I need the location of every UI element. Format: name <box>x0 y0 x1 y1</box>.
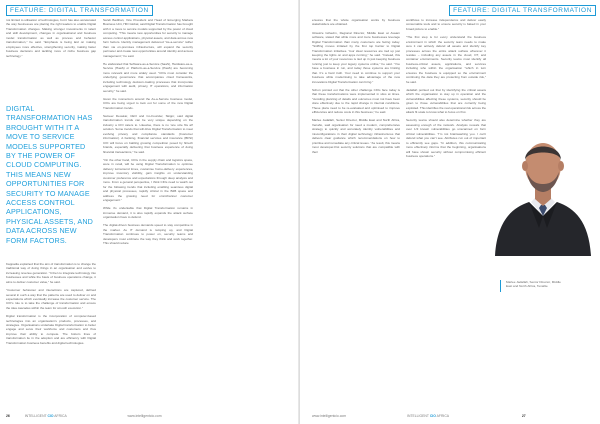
caption-rule <box>500 280 501 292</box>
paragraph: Marlee Jadallah, Senior Director, Middle East and North Africa, Venafio, said organisation for need a modern, comprehensive strategy to quickly and accurately identity vulnerabilities and misconfigurations in their digital technology infrastructures that delivers clear guidance which recommendations on how to prioritise and remediate any critical issues. "As result, this means most developer-first security solutions that are compatible with their <box>312 118 400 154</box>
paragraph: Jadallah pointed out that by identifying the critical assets which the organisation to stay up in operation and the vulnerabilities affecting these systems, security should be given to those vulnerabilities that are currently being exploited. This identifies the real operational risk across the attack fit scale to know what to focus on first. <box>406 87 486 115</box>
paragraph: While it's undeniable that Digital Transformation remains in immense demand, it is also rapidly expands the attack surface organisation have to defend. <box>103 206 193 220</box>
website-url: www.intelligentcio.com <box>127 414 162 418</box>
magazine-region: AFRICA <box>436 414 449 418</box>
paragraph: not limited to utilisation of technologies, but it has also accelerated the way businesses are placing the right leaders to enable Digital Transformation changes. Making stronger investments in talent and skill development, changes in organisational and business model transformation as well as process and behavior transformation," he said. "Emphasis is being laid on making employees more effective, strengthening security, making faster business decisions and tackling more of niche business gap technology." <box>6 18 96 58</box>
portrait-photo-icon <box>489 104 597 256</box>
paragraph: Sameer Deoskar, CEO and Co-Founder, Skippr, said digital transformation trends can be very unique depending on the industry a CIO caters to. Likewise, there is no 'one size fits all' solution. Some trends that will drive Digital Transformation to meet evolving privacy and compliance standards (Customer information). A banking, financial services and insurance (BFSI) CIO will focus on battling growing competition posed by fintech brands, especially delivering that business experience of doing financial transactions," he said. <box>103 114 193 154</box>
paragraph: workflows to increase independence and deliver easily consumable tools and to ensure security is baked in your broad picture to enable." <box>406 18 486 31</box>
left-col2 <box>103 18 193 249</box>
magazine-name: INTELLIGENT <box>24 414 47 418</box>
page-number: 26 <box>6 414 10 418</box>
paragraph: Schon pointed out that the other challenge CIOs face today is that these transformations were implemented in silos at times. "Avoiding planning of details and outcomes must not have been done effectively due to the rapid change in internal conditions. These plans need to be re-evaluated and optimised to improve efficiencies and reduce costs in this business," he said. <box>312 87 400 115</box>
website-url: www.intelligentcio.com <box>312 414 347 418</box>
magazine-region: AFRICA <box>54 414 67 418</box>
paragraph: "The first step is for every understand the business environment in which the security team needs to make sure it can actively defend all assets and identify key processes across the entire attack surface wherever it resides – including any assets in the cloud, OT, and container environments. Security teams must identify all business-critical assets, applications, and services including who within the organisation "which in turn ensures the business is equipped so the environment continuing the data they are protecting from outside risk," he said. <box>406 35 486 84</box>
paragraph: Ukwuize Iwhavim, Regional Director, Middle East at Avaam software, stated that while more and more businesses leverage Digital Transformation than many customers are facing today. "Sniffing moves initiated by the first top barrier to Digital Transformation initiatives. Your ideal resources are tied up just keeping the lights on and apps running," he said. "Instead, this means a lot of your resources is tied up in just keeping business running just to keep your legacy systems online," he said. "You have a business in run, and today those systems are limiting that. It's a hard truth. Your need to continue to support your business while modernising to take advantage of the new innovations Digital Transformation can bring." <box>312 30 400 84</box>
paragraph: "On the other hand, CIOs in the supply chain and logistics space, were in retail, will be using Digital Transformation to optimise delivery turnaround times, customise home-delivery experiences, improve inventory visibility, gain insights on understanding customer preference and expectations through deep analysis and more. From a general perspective, I think CIOs need to watch out for the following trends that including enabling seamless digital and physical processes, rapidly critical in the B2B space and address the growing need for omnichannel customer engagement." <box>103 157 193 202</box>
section-tag: FEATURE: DIGITAL TRANSFORMATION <box>6 5 153 16</box>
paragraph: He elaborated that Software-as-a-Service (SaaS), Hardware-as-a-Service (HaaS) or Platform-as-a-Service (PaaS) are becoming more relevant and more widely used. "CIOs must consider the underlying governance that accompanies cloud frameworks, including technology decision-making processes that incorporate engagement with audit, privacy, IT operations, and information security," he said. <box>103 61 193 93</box>
paragraph: "Customer behaviour and interactions are captured, defined several in such a way that the patterns are used to deliver on and expectations which eventually increase the customer service. The CIO's role is to take the challenge of transformation and ensure the idea cascades within the team for smooth execution." <box>6 288 96 310</box>
magazine-name: INTELLIGENT <box>407 414 429 418</box>
portrait-photo <box>489 104 597 256</box>
page-number: 27 <box>521 414 526 418</box>
pull-quote: DIGITAL TRANSFORMATION HAS BROUGHT WITH IT A MOVE TO SERVICE MODELS SUPPORTED BY THE POWER OF CLOUD COMPUTING. THIS MEANS NEW OPPORTUNITIES FOR SECURITY TO MANAGE ACCESS CONTROL APPLICATIONS, PHYSICAL ASSETS, AND DATA ACROSS NEW FORM FACTORS. <box>6 104 94 245</box>
left-col1-top <box>6 18 96 62</box>
right-col2 <box>406 18 486 162</box>
right-page <box>300 0 600 424</box>
paragraph: ensures that the whole organisation works by business stakeholders are obtained. <box>312 18 400 27</box>
paragraph: Given the momentum around the As-a-Service business model, CIOs are being urged to look out for some of the new Digital Transformation trends. <box>103 96 193 110</box>
left-footer <box>6 414 162 418</box>
photo-caption: Marlee Jadallah, Senior Director, Middle East and North Africa, Tenable <box>506 280 561 289</box>
paragraph: Sandi Badihan, Vice President and Head of Emerging Markets Business Unit, HID Global, said Digital Transformation has brought with it a move to service models supported by the power of cloud computing. "This means new opportunities for security to manage access control applications, physical assets, and data across new form factors. Identity management delivered "As-a-service" rather than via on-premises infrastructure, will expand the security perimeter and create new opportunities around identity and access management," he said. <box>103 18 193 58</box>
section-tag: FEATURE: DIGITAL TRANSFORMATION <box>449 5 596 16</box>
right-footer <box>312 414 526 418</box>
paragraph: Kappadia explained that the aim of transformation is to change the traditional way of doing things in an organisation and evolve to increasing revenue generation. "It then to integrate technology into businesses and while the basis of business operations change, it aims to deliver customer value," he said. <box>6 262 96 284</box>
paragraph: Digital transformation is the incorporation of computer-based technologies into an organisation's products, processes, and strategies. Organisations undertake Digital transformation to better engage and serve their workforce and customers and thus improve their ability to compete. The bottom lines of transformation lie in the adoption and are efficiency with Digital Transformation business benefits and digital technologies. <box>6 314 96 345</box>
right-col1 <box>312 18 400 158</box>
magazine-brand: CIO <box>429 414 436 418</box>
paragraph: Security teams should also determine whether they are assessing enough of the network. Analysis reveals that over 1/3 known vulnerabilities go unscanned on form critical vulnerabilities. "I'm not brainwashing you. I can't defend what you can't see. Attributes run out of important to efficiently see gaps. "In addition, this communicating more effectively informs that the beginning, organisations will have shown security without compromising efficient business operations." <box>406 118 486 159</box>
magazine-brand: CIO <box>47 414 54 418</box>
left-col1-bottom <box>6 262 96 349</box>
paragraph: The digital-driven business demands speed to stay competitive in the market. As IT demand is ramping up, and Digital Transformation continues to power on, security teams and developers must embrace the way they think and work together. This should reduce <box>103 223 193 246</box>
